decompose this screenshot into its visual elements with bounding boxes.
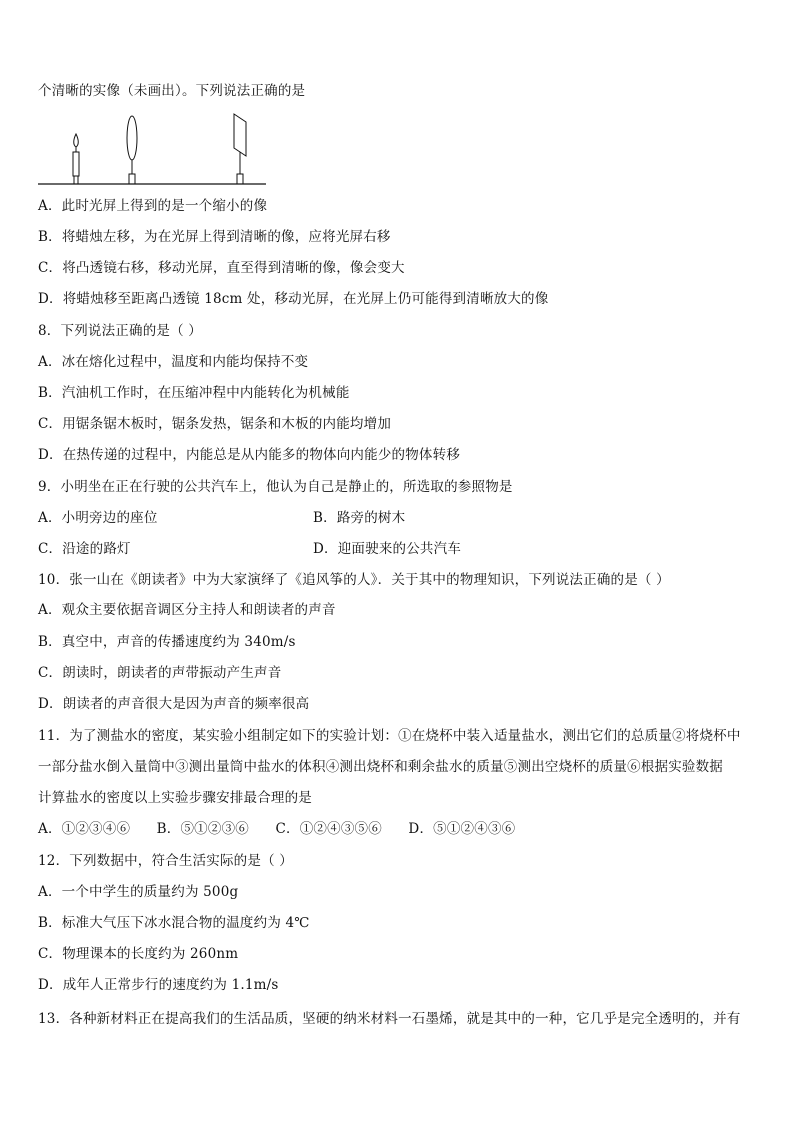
candle-icon <box>73 134 79 184</box>
q9-option-d: D．迎面驶来的公共汽车 <box>313 541 462 557</box>
q11-stem-line2: 一部分盐水倒入量筒中③测出量筒中盐水的体积④测出烧杯和剩余盐水的质量⑤测出空烧杯的质量⑥根据实验数据 <box>38 759 723 775</box>
q10-option-b: B．真空中，声音的传播速度约为 340m/s <box>38 634 296 650</box>
q7-option-d: D．将蜡烛移至距离凸透镜 18cm 处，移动光屏，在光屏上仍可能得到清晰放大的像 <box>38 291 549 307</box>
q12-option-b: B．标准大气压下冰水混合物的温度约为 4℃ <box>38 915 310 931</box>
q8-option-a: A．冰在熔化过程中，温度和内能均保持不变 <box>38 354 309 370</box>
optical-bench-figure <box>36 112 268 188</box>
q13-stem-line1: 13．各种新材料正在提高我们的生活品质，坚硬的纳米材料一石墨烯，就是其中的一种，它几乎是完全透明的，并有 <box>38 1011 741 1027</box>
intro-line: 个清晰的实像（未画出）。下列说法正确的是 <box>38 83 306 99</box>
q11-options-row <box>38 820 537 838</box>
q7-option-a: A．此时光屏上得到的是一个缩小的像 <box>38 198 268 214</box>
q8-stem: 8．下列说法正确的是（ ） <box>38 323 202 339</box>
q11-stem-line3: 计算盐水的密度以上实验步骤安排最合理的是 <box>38 790 312 806</box>
q11-option-b: B．⑤①②③⑥ <box>156 821 249 837</box>
q9-option-b: B．路旁的树木 <box>313 510 406 526</box>
q12-option-c: C．物理课本的长度约为 260nm <box>38 946 239 962</box>
q12-option-d: D．成年人正常步行的速度约为 1.1m/s <box>38 977 279 993</box>
q12-option-a: A．一个中学生的质量约为 500g <box>38 884 239 900</box>
q8-option-b: B．汽油机工作时，在压缩冲程中内能转化为机械能 <box>38 385 350 401</box>
light-screen-icon <box>234 114 246 184</box>
q10-option-d: D．朗读者的声音很大是因为声音的频率很高 <box>38 696 310 712</box>
q9-stem: 9．小明坐在正在行驶的公共汽车上，他认为自己是静止的，所选取的参照物是 <box>38 479 513 495</box>
q11-option-c: C．①②④③⑤⑥ <box>275 821 382 837</box>
q7-option-c: C．将凸透镜右移，移动光屏，直至得到清晰的像，像会变大 <box>38 260 405 276</box>
q10-option-a: A．观众主要依据音调区分主持人和朗读者的声音 <box>38 602 336 618</box>
q8-option-c: C．用锯条锯木板时，锯条发热，锯条和木板的内能均增加 <box>38 416 392 432</box>
q8-option-d: D．在热传递的过程中，内能总是从内能多的物体向内能少的物体转移 <box>38 447 461 463</box>
q10-stem: 10．张一山在《朗读者》中为大家演绎了《追风筝的人》．关于其中的物理知识，下列说法正确的是（ ） <box>38 572 670 588</box>
q11-stem-line1: 11．为了测盐水的密度，某实验小组制定如下的实验计划：①在烧杯中装入适量盐水，测出它们的总质量②将烧杯中 <box>38 728 741 744</box>
q11-option-a: A．①②③④⑥ <box>38 821 131 837</box>
convex-lens-icon <box>127 116 137 184</box>
q12-stem: 12．下列数据中，符合生活实际的是（ ） <box>38 853 293 869</box>
q10-option-c: C．朗读时，朗读者的声带振动产生声音 <box>38 665 282 681</box>
q11-option-d: D．⑤①②④③⑥ <box>408 821 516 837</box>
q9-option-c: C．沿途的路灯 <box>38 541 131 557</box>
q7-option-b: B．将蜡烛左移，为在光屏上得到清晰的像，应将光屏右移 <box>38 229 391 245</box>
q9-option-a: A．小明旁边的座位 <box>38 510 158 526</box>
